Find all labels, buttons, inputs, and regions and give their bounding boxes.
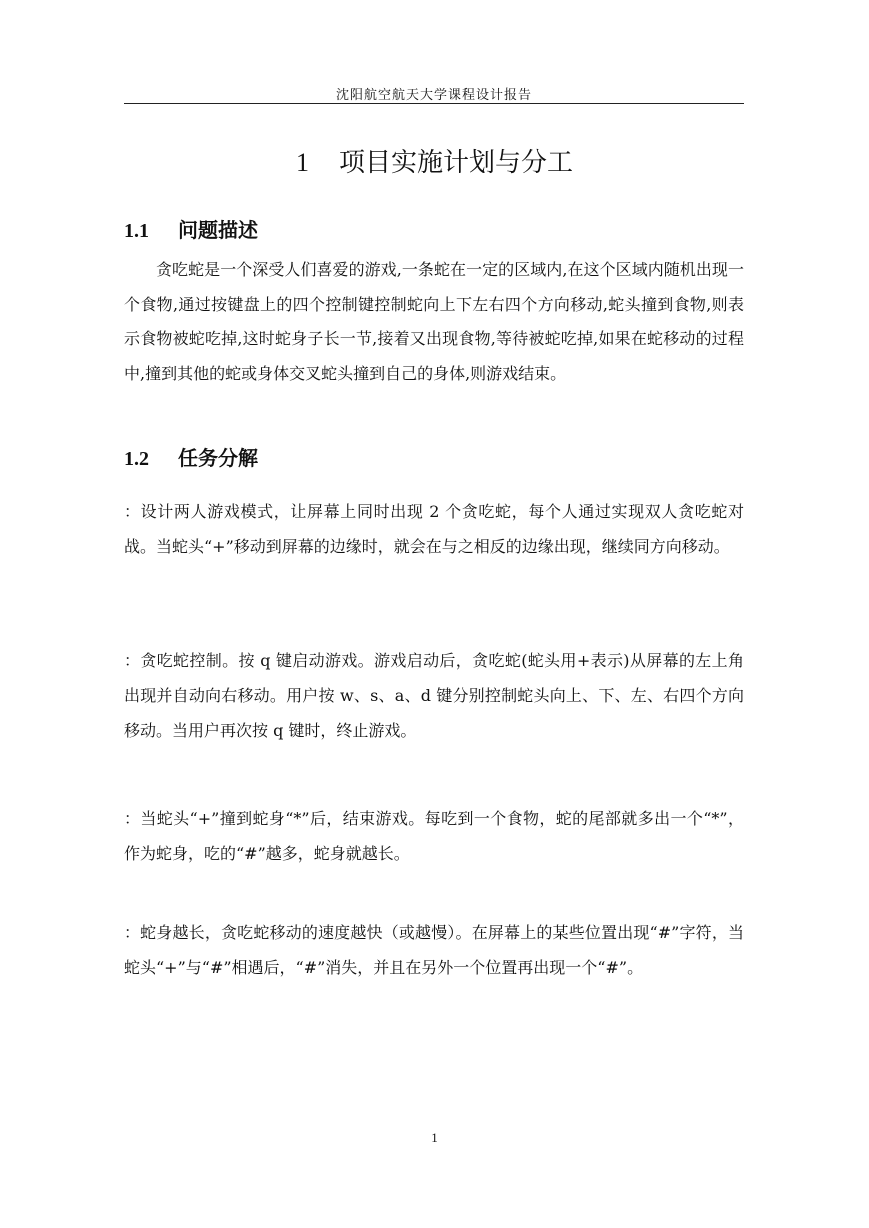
task-paragraph: ：贪吃蛇控制。按 q 键启动游戏。游戏启动后，贪吃蛇(蛇头用+表示)从屏幕的左上角出现并自动向右移动。用户按 w、s、a、d 键分别控制蛇头向上、下、左、右四个方向移动。当用户再次按 q 键时，终止游戏。 (124, 651, 744, 740)
chapter-title (0, 142, 869, 179)
page-header: 沈阳航空航天大学课程设计报告 (335, 88, 532, 103)
chapter-number: 1 (295, 148, 309, 177)
task-paragraph: ：当蛇头“+”撞到蛇身“*”后，结束游戏。每吃到一个食物，蛇的尾部就多出一个“*”，作为蛇身，吃的“#”越多，蛇身就越长。 (124, 809, 744, 863)
section-title: 任务分解 (178, 446, 258, 470)
section-title: 问题描述 (178, 218, 258, 242)
section-number: 1.2 (124, 448, 149, 470)
task-paragraph: ：设计两人游戏模式，让屏幕上同时出现 2 个贪吃蛇，每个人通过实现双人贪吃蛇对战。当蛇头“+”移动到屏幕的边缘时，就会在与之相反的边缘出现，继续同方向移动。 (124, 502, 744, 556)
section-heading-tasks (124, 442, 258, 471)
page-number: 1 (431, 1130, 438, 1145)
chapter-title-text: 项目实施计划与分工 (338, 148, 573, 178)
problem-description-paragraph: 贪吃蛇是一个深受人们喜爱的游戏,一条蛇在一定的区域内,在这个区域内随机出现一个食物,通过按键盘上的四个控制键控制蛇向上下左右四个方向移动,蛇头撞到食物,则表示食物被蛇吃掉,这时蛇身子长一节,接着又出现食物,等待被蛇吃掉,如果在蛇移动的过程中,撞到其他的蛇或身体交叉蛇头撞到自己的身体,则游戏结束。 (124, 260, 744, 383)
header-rule (124, 103, 744, 104)
task-paragraph: ：蛇身越长，贪吃蛇移动的速度越快（或越慢）。在屏幕上的某些位置出现“#”字符，当蛇头“+”与“#”相遇后，“#”消失，并且在另外一个位置再出现一个“#”。 (124, 923, 744, 977)
section-heading-problem (124, 214, 258, 243)
section-number: 1.1 (124, 220, 149, 242)
